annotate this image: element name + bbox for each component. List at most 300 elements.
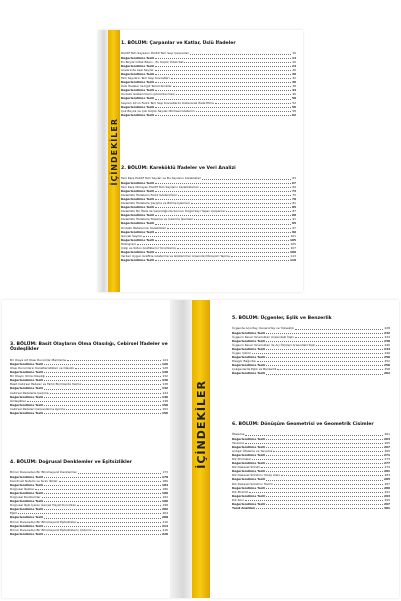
- toc-entry-title: Değerlendirme Testi: [232, 477, 265, 482]
- toc-entry-title: Ondalık İfadelerinin Karekökleri: [121, 225, 167, 230]
- toc-dot-leader: [178, 195, 291, 196]
- toc-dot-leader: [295, 337, 384, 338]
- toc-page-number: 202: [161, 507, 168, 512]
- toc-page-number: 58: [292, 108, 296, 113]
- toc-entry-title: Değerlendirme Testi: [10, 378, 43, 383]
- toc-page-number: 67: [291, 180, 296, 185]
- toc-entry-title: Basit Cebirsel İfadeler ve Farklı Biçimlerde Yazma: [10, 382, 82, 387]
- section-1-rows: [121, 51, 296, 117]
- toc-entry-title: Değerlendirme Testi: [10, 523, 43, 528]
- toc-dot-leader: [266, 455, 383, 456]
- toc-entry-title: Değerlendirme Testi: [121, 180, 154, 185]
- toc-dot-leader: [249, 492, 384, 493]
- toc-dot-leader: [75, 368, 162, 369]
- toc-entry-title: Değerlendirme Testi: [10, 386, 43, 391]
- toc-entry-title: Değerlendirme Testi: [121, 196, 154, 201]
- toc-dot-leader: [77, 522, 161, 523]
- top-vertical-title: İÇİNDEKİLER: [110, 118, 119, 186]
- toc-entry-title: Dik Koni: [232, 497, 244, 502]
- section-6-title: 6. BÖLÜM: Dönüşüm Geometrisi ve Geometrik Cisimler: [232, 422, 374, 427]
- toc-dot-leader: [261, 467, 383, 468]
- toc-entry-title: Değerlendirme Testi: [121, 250, 154, 255]
- toc-entry-title: Değerlendirme Testi: [10, 515, 43, 520]
- toc-page-number: 258: [384, 367, 390, 372]
- toc-dot-leader: [200, 187, 291, 188]
- toc-dot-leader: [266, 480, 383, 481]
- toc-page-number: 250: [383, 355, 390, 360]
- toc-entry-title: Değerlendirme Testi: [121, 80, 154, 85]
- toc-entry-title: Değerlendirme Testi: [232, 485, 265, 490]
- toc-page-number: 204: [162, 511, 168, 516]
- toc-dot-leader: [266, 471, 383, 472]
- toc-entry-title: Ondalık Gösterimlerin Çözümlenmesi: [121, 92, 175, 97]
- toc-entry-title: Değerlendirme Testi: [10, 531, 43, 536]
- toc-entry-title: Değerlendirme Testi: [121, 96, 154, 101]
- toc-page-number: 271: [383, 452, 390, 457]
- toc-dot-leader: [266, 488, 383, 489]
- toc-dot-leader: [173, 86, 292, 87]
- toc-dot-leader: [155, 58, 291, 59]
- toc-entry-title: Değerlendirme Testi: [232, 493, 265, 498]
- toc-entry-title: Aralarında Asal Sayılar: [121, 67, 154, 72]
- toc-dot-leader: [44, 526, 161, 527]
- toc-page-number: 295: [384, 497, 390, 502]
- toc-dot-leader: [231, 256, 290, 257]
- toc-dot-leader: [93, 530, 162, 531]
- toc-entry-title: Üçgenin Kenar Uzunlukları Arasındaki İlişki: [232, 334, 294, 339]
- toc-row: [121, 113, 296, 117]
- toc-entry-title: Üçgen Çizimi: [232, 350, 251, 355]
- toc-page-number: 119: [289, 258, 296, 263]
- toc-dot-leader: [155, 115, 291, 116]
- toc-dot-leader: [155, 107, 291, 108]
- toc-dot-leader: [155, 82, 291, 83]
- toc-entry-title: Birinci Dereceden Bir Bilinmeyenli Denklemler: [10, 470, 77, 475]
- toc-page-number: 263: [383, 436, 390, 441]
- toc-entry-title: Tam Sayıların Tam Sayı Kuvvetleri: [121, 75, 170, 80]
- toc-dot-leader: [266, 365, 383, 366]
- toc-page-number: 252: [384, 359, 390, 364]
- toc-entry-title: Doğrusal İlişki İçeren Gerçek Hayat Durumları: [10, 503, 77, 508]
- toc-entry-title: Gerçek Sayılar: [121, 233, 142, 238]
- toc-dot-leader: [266, 439, 383, 440]
- toc-entry-title: Değerlendirme Testi: [121, 88, 154, 93]
- toc-entry-title: Birinci Dereceden Bir Bilinmeyenli Eşitsizliklerin Çözümü: [10, 527, 92, 532]
- toc-page-number: 192: [162, 494, 168, 499]
- toc-page-number: 265: [384, 440, 390, 445]
- toc-dot-leader: [273, 451, 383, 452]
- toc-dot-leader: [184, 62, 291, 63]
- toc-page-number: 69: [292, 184, 296, 189]
- toc-entry-title: Üçgende Açıortay, Kenarortay ve Yükseklik: [232, 326, 294, 331]
- toc-dot-leader: [190, 54, 291, 55]
- toc-dot-leader: [44, 405, 161, 406]
- toc-dot-leader: [266, 333, 383, 334]
- toc-page-number: 26: [292, 67, 296, 72]
- toc-entry-title: En Büyük Ortak Bölen - En Küçük Ortak Kat: [121, 59, 184, 64]
- toc-dot-leader: [44, 485, 161, 486]
- toc-page-number: 234: [384, 334, 390, 339]
- toc-entry-title: Değerlendirme Testi: [121, 63, 154, 68]
- toc-page-number: 85: [291, 205, 296, 210]
- toc-page-number: 144: [162, 390, 168, 395]
- toc-dot-leader: [191, 203, 292, 204]
- toc-entry-title: Değerlendirme Testi: [121, 55, 154, 60]
- toc-page-number: 261: [384, 432, 390, 437]
- toc-entry-title: Değerlendirme Testi: [232, 452, 265, 457]
- toc-dot-leader: [44, 509, 161, 510]
- toc-page-number: 240: [384, 342, 390, 347]
- toc-dot-leader: [266, 357, 383, 358]
- toc-entry-title: Eğim: [10, 511, 18, 516]
- toc-entry-title: Değerlendirme Testi: [10, 394, 43, 399]
- toc-entry-title: Değerlendirme Testi: [121, 205, 154, 210]
- toc-entry-title: Değerlendirme Testi: [232, 371, 265, 376]
- toc-dot-leader: [202, 179, 291, 180]
- toc-page-number: 109: [289, 250, 296, 255]
- toc-dot-leader: [44, 364, 161, 365]
- toc-entry-title: Cebirsel İfadelerle Çarpma: [10, 390, 49, 395]
- toc-page-number: 283: [384, 473, 390, 478]
- toc-dot-leader: [274, 484, 384, 485]
- toc-entry-title: Değerlendirme Testi: [10, 482, 43, 487]
- toc-entry-title: Değerlendirme Testi: [121, 258, 154, 263]
- toc-page-number: 24: [291, 63, 296, 68]
- toc-entry-title: Yansıma: [232, 440, 244, 445]
- toc-page-number: 246: [384, 350, 390, 355]
- toc-entry-title: Değerlendirme Testi: [121, 237, 154, 242]
- toc-dot-leader: [155, 232, 291, 233]
- toc-dot-leader: [167, 228, 291, 229]
- toc-dot-leader: [44, 413, 161, 414]
- toc-entry-title: Cebirsel İfadeleri Çarpanlarına Ayırma: [10, 406, 65, 411]
- toc-section-2: [121, 166, 296, 262]
- toc-dot-leader: [155, 74, 291, 75]
- section-2-title: 2. BÖLÜM: Kareköklü İfadeler ve Veri Analizi: [121, 166, 236, 171]
- toc-page-number: 220: [161, 531, 168, 536]
- toc-dot-leader: [44, 493, 161, 494]
- toc-row: [232, 371, 390, 375]
- toc-entry-title: Değerlendirme Testi: [121, 71, 154, 76]
- toc-page-number: 73: [291, 188, 296, 193]
- toc-entry-title: Kareköklü İfadelerle Toplama ve Çıkarma İşlemleri: [121, 217, 194, 222]
- toc-page-number: 297: [383, 502, 390, 506]
- toc-entry-title: Değerlendirme Testi: [232, 346, 265, 351]
- toc-dot-leader: [194, 219, 291, 220]
- toc-page-number: 20: [292, 59, 296, 64]
- toc-dot-leader: [44, 477, 161, 478]
- toc-page-number: 128: [162, 366, 168, 370]
- bottom-spine-shadow: [170, 300, 192, 598]
- toc-dot-leader: [44, 501, 161, 502]
- toc-entry-title: Değerlendirme Testi: [232, 444, 265, 449]
- toc-page-number: 267: [383, 444, 390, 449]
- toc-page-number: 186: [162, 486, 168, 491]
- toc-page-number: 244: [383, 346, 390, 351]
- toc-page-number: 56: [291, 104, 296, 109]
- toc-entry-title: Değerlendirme Testi: [121, 229, 154, 234]
- toc-page-number: 91: [292, 217, 296, 222]
- toc-dot-leader: [44, 397, 161, 398]
- toc-dot-leader: [137, 244, 289, 245]
- toc-row: [121, 258, 296, 262]
- toc-dot-leader: [155, 224, 291, 225]
- toc-entry-title: Değerlendirme Testi: [232, 469, 265, 474]
- section-5-title: 5. BÖLÜM: Üçgenler, Eşlik ve Benzerlik: [232, 316, 332, 321]
- toc-page-number: 232: [383, 330, 390, 335]
- toc-entry-title: Değerlendirme Testi: [10, 490, 43, 495]
- toc-entry-title: Dik Prizmalar: [232, 456, 252, 461]
- toc-dot-leader: [266, 463, 383, 464]
- toc-dot-leader: [155, 90, 291, 91]
- toc-page-number: 180: [162, 478, 168, 483]
- toc-dot-leader: [226, 211, 291, 212]
- toc-dot-leader: [281, 475, 383, 476]
- toc-entry-title: Bir Olayın Olma Olasılığı: [10, 374, 45, 379]
- toc-entry-title: Olası Durumların Karakteristikleri ve Olasılık: [10, 366, 74, 370]
- toc-page-number: 184: [161, 482, 168, 487]
- toc-page-number: 146: [161, 394, 168, 399]
- toc-entry-title: Histogram: [121, 241, 136, 246]
- toc-page-number: 281: [383, 469, 390, 474]
- toc-entry-title: Değerlendirme Testi: [10, 499, 43, 504]
- toc-entry-title: Değerlendirme Testi: [232, 355, 265, 360]
- toc-page-number: 87: [292, 209, 296, 214]
- toc-entry-title: Yanıt Anahtarı: [232, 506, 256, 511]
- toc-entry-title: Verileri Uygun Grafikle Gösterme ve Gösterimler Arasında Dönüşüm Yapma: [121, 254, 230, 259]
- toc-entry-title: Değerlendirme Testi: [232, 436, 265, 441]
- toc-page-number: 287: [384, 481, 390, 486]
- toc-page-number: 256: [383, 363, 390, 368]
- toc-dot-leader: [266, 349, 383, 350]
- toc-page-number: 277: [383, 461, 390, 466]
- toc-dot-leader: [77, 505, 161, 506]
- toc-dot-leader: [176, 94, 292, 95]
- toc-entry-title: Değerlendirme Testi: [121, 221, 154, 226]
- toc-dot-leader: [155, 207, 291, 208]
- toc-dot-leader: [277, 369, 383, 370]
- toc-page-number: 99: [291, 229, 296, 234]
- toc-page-number: 216: [162, 527, 168, 532]
- toc-entry-title: Değerlendirme Testi: [10, 361, 43, 366]
- section-3-title: 3. BÖLÜM: Basit Olayların Olma Olasılığı, Cebirsel İfadeler ve Özdeşlikler: [10, 342, 168, 353]
- toc-dot-leader: [245, 443, 384, 444]
- section-4-title: 4. BÖLÜM: Doğrusal Denklemler ve Eşitsizlikler: [10, 460, 133, 465]
- toc-dot-leader: [245, 500, 384, 501]
- toc-dot-leader: [67, 360, 161, 361]
- toc-entry-title: Değerlendirme Testi: [121, 213, 154, 218]
- toc-dot-leader: [42, 497, 162, 498]
- toc-entry-title: Değerlendirme Testi: [232, 461, 265, 466]
- toc-page-number: 132: [162, 374, 168, 379]
- toc-page-number: 148: [162, 398, 168, 403]
- toc-page-number: 97: [292, 225, 296, 230]
- toc-dot-leader: [155, 252, 289, 253]
- toc-page-number: 50: [291, 96, 296, 101]
- toc-page-number: 79: [291, 196, 296, 201]
- toc-dot-leader: [44, 389, 161, 390]
- toc-page-number: 269: [384, 448, 390, 453]
- toc-page-number: 291: [384, 489, 390, 494]
- toc-dot-leader: [155, 260, 289, 261]
- toc-dot-leader: [46, 376, 161, 377]
- toc-page-number: 44: [291, 88, 296, 93]
- toc-dot-leader: [171, 78, 292, 79]
- toc-dot-leader: [35, 489, 161, 490]
- toc-page-number: 273: [384, 456, 390, 461]
- toc-page-number: 293: [383, 493, 390, 498]
- toc-page-number: 10: [292, 51, 296, 56]
- toc-entry-title: Kareköklü İfadelerin Farklı Gösterimleri: [121, 192, 178, 197]
- toc-dot-leader: [44, 372, 161, 373]
- toc-dot-leader: [59, 481, 162, 482]
- toc-dot-leader: [44, 518, 161, 519]
- toc-page-number: 105: [290, 241, 296, 246]
- toc-page-number: 173: [162, 470, 168, 475]
- toc-dot-leader: [266, 374, 383, 375]
- toc-page-number: 214: [161, 523, 168, 528]
- toc-entry-title: Dik Dairesel Silindirin Yüzey Alanı: [232, 473, 281, 478]
- toc-dot-leader: [155, 70, 292, 71]
- toc-dot-leader: [18, 513, 161, 514]
- toc-entry-title: Çokgenlerde Eşlik ve Benzerlik: [232, 367, 277, 372]
- toc-page-number: 190: [161, 490, 168, 495]
- toc-page-number: 52: [292, 100, 296, 105]
- toc-row: [232, 506, 390, 510]
- toc-dot-leader: [155, 199, 291, 200]
- toc-dot-leader: [27, 401, 162, 402]
- toc-page-number: 150: [161, 402, 168, 407]
- toc-page-number: 178: [161, 474, 168, 479]
- toc-page-number: 36: [291, 80, 296, 85]
- bottom-vertical-title: İÇİNDEKİLER: [195, 380, 208, 469]
- toc-section-4: [10, 460, 168, 536]
- toc-entry-title: Doğrusal Denklemler: [10, 494, 41, 499]
- toc-page-number: 62: [291, 112, 296, 117]
- toc-page-number: 46: [292, 92, 296, 97]
- toc-dot-leader: [256, 508, 383, 509]
- toc-page-number: 196: [161, 499, 168, 504]
- toc-entry-title: Tam Kare Olmayan Pozitif Tam Sayıların Kareköklerleri: [121, 184, 199, 189]
- toc-entry-title: Üçgenin Kenar Uzunlukları ile Açı Ölçüleri Arasındaki İlişki: [232, 342, 316, 347]
- toc-entry-title: Kareköklü İfadelerle Çarpma ve Bölme İşlemleri: [121, 200, 190, 205]
- toc-page-number: 238: [383, 338, 390, 343]
- toc-page-number: 210: [162, 519, 168, 524]
- toc-entry-title: Tam Kare Pozitif Tam Sayılar ve Bu Sayıların Karekökleri: [121, 176, 202, 181]
- toc-section-6: [232, 422, 390, 510]
- top-spine-shadow: [98, 30, 108, 292]
- toc-page-number: 198: [162, 503, 168, 508]
- toc-dot-leader: [50, 393, 162, 394]
- toc-entry-title: Birinci Dereceden Bir Bilinmeyenli Eşitsizlikler: [10, 519, 77, 524]
- toc-entry-title: Sayıları 10'un Farklı Tam Sayı Kuvvetlerini Kullanarak İfade Etme: [121, 100, 214, 105]
- toc-page-number: 32: [292, 75, 296, 80]
- toc-dot-leader: [196, 111, 292, 112]
- toc-page-number: 101: [290, 233, 296, 238]
- toc-page-number: 138: [162, 382, 168, 387]
- toc-page-number: 89: [291, 213, 296, 218]
- toc-dot-leader: [295, 329, 384, 330]
- toc-entry-title: Pisagor Bağıntısı: [232, 359, 256, 364]
- section-2-rows: [121, 176, 296, 262]
- toc-dot-leader: [155, 191, 291, 192]
- toc-page-number: 156: [161, 411, 168, 416]
- toc-dot-leader: [82, 384, 161, 385]
- toc-page-number: 14: [291, 55, 296, 60]
- toc-page-number: 301: [383, 506, 390, 511]
- toc-row: [10, 532, 168, 536]
- toc-section-5: [232, 316, 390, 376]
- toc-dot-leader: [78, 473, 162, 474]
- toc-dot-leader: [143, 236, 289, 237]
- toc-dot-leader: [245, 435, 383, 436]
- toc-dot-leader: [316, 345, 383, 346]
- toc-dot-leader: [155, 66, 291, 67]
- toc-entry-title: Değerlendirme Testi: [232, 338, 265, 343]
- toc-page-number: 126: [161, 361, 168, 366]
- toc-page-number: 38: [292, 84, 296, 89]
- toc-entry-title: Dik Dairesel Silindir: [232, 465, 261, 470]
- toc-page-number: 142: [161, 386, 168, 391]
- toc-page-number: 262: [383, 371, 390, 376]
- toc-dot-leader: [252, 459, 383, 460]
- toc-page-number: 124: [162, 357, 168, 362]
- toc-entry-title: Değerlendirme Testi: [121, 188, 154, 193]
- toc-dot-leader: [66, 409, 162, 410]
- section-4-rows: [10, 470, 168, 536]
- toc-page-number: 228: [384, 326, 390, 331]
- toc-page-number: 279: [384, 465, 390, 470]
- toc-entry-title: Değerlendirme Testi: [10, 474, 43, 479]
- toc-page-number: 285: [383, 477, 390, 482]
- toc-entry-title: Değerlendirme Testi: [10, 507, 43, 512]
- toc-entry-title: Dik Dairesel Silindirin Hacmi: [232, 481, 273, 486]
- toc-page-number: 152: [162, 406, 168, 411]
- toc-dot-leader: [215, 103, 291, 104]
- toc-entry-title: Pozitif Tam Sayıların Pozitif Tam Sayı Çarpanları: [121, 51, 190, 56]
- toc-entry-title: Özdeşlikler: [10, 398, 26, 403]
- toc-dot-leader: [266, 496, 383, 497]
- toc-entry-title: Doğrusal İlişkiler: [10, 486, 35, 491]
- toc-section-1: [121, 41, 296, 117]
- toc-page-number: 113: [290, 254, 296, 259]
- section-5-rows: [232, 326, 390, 375]
- toc-dot-leader: [266, 341, 383, 342]
- toc-entry-title: Değerlendirme Testi: [10, 411, 43, 416]
- toc-page-number: 81: [292, 200, 296, 205]
- toc-dot-leader: [266, 447, 383, 448]
- toc-entry-title: Dik Piramit: [232, 489, 248, 494]
- toc-page-number: 136: [161, 378, 168, 383]
- toc-dot-leader: [252, 353, 384, 354]
- section-6-rows: [232, 432, 390, 510]
- toc-dot-leader: [155, 183, 291, 184]
- toc-dot-leader: [266, 504, 383, 505]
- toc-dot-leader: [155, 240, 289, 241]
- toc-entry-title: Değerlendirme Testi: [10, 370, 43, 375]
- toc-entry-title: Değerlendirme Testi: [10, 402, 43, 407]
- toc-page-number: 130: [161, 370, 168, 375]
- toc-entry-title: Bir Olaya Ait Olası Durumları Belirleme: [10, 357, 67, 362]
- toc-entry-title: Kareköklü Bir İfade ile Çarpıldığında Sonucu Doğal Sayı Yapan Çarpanlar: [121, 209, 226, 214]
- toc-page-number: 289: [383, 485, 390, 490]
- toc-dot-leader: [155, 99, 291, 100]
- toc-page-number: 75: [292, 192, 296, 197]
- toc-entry-title: Üslü İfadeler ile İlgili Temel Kurallar: [121, 84, 172, 89]
- toc-dot-leader: [177, 248, 290, 249]
- toc-row: [10, 411, 168, 415]
- toc-section-3: [10, 342, 168, 415]
